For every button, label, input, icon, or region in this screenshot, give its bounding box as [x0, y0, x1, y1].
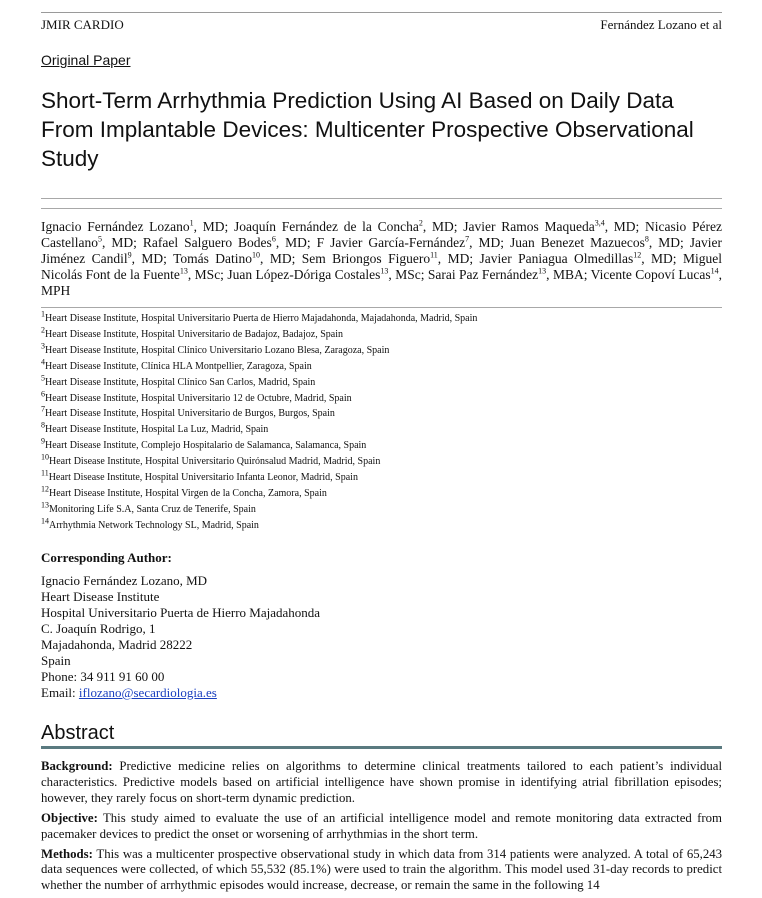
author-degree: , MSc;: [388, 267, 428, 282]
corr-line: Phone: 34 911 91 60 00: [41, 669, 165, 684]
corr-line: Heart Disease Institute: [41, 589, 160, 604]
corresponding-author-block: [41, 573, 320, 701]
section-label: Background:: [41, 759, 113, 773]
author: [317, 235, 510, 250]
email-label: Email:: [41, 685, 79, 700]
author-degree: , MD;: [422, 219, 464, 234]
author-degree: , MSc;: [187, 267, 228, 282]
author-name: Javier Paniagua Olmedillas: [479, 251, 634, 266]
author-affiliation-number: 8: [644, 234, 649, 244]
author-affiliation-number: 10: [252, 250, 261, 260]
author-affiliation-number: 11: [430, 250, 438, 260]
author-affiliation-number: 2: [418, 218, 423, 228]
author-affiliation-number: 14: [710, 266, 719, 276]
affiliation-number: 9: [41, 436, 45, 446]
author-name: Ignacio Fernández Lozano: [41, 219, 190, 234]
author-degree: , MPH: [41, 267, 723, 298]
authors-divider: [41, 307, 722, 308]
author-degree: , MD;: [102, 235, 143, 250]
author-degree: , MD;: [131, 251, 174, 266]
affiliation-text: Heart Disease Institute, Hospital Clínico San Carlos, Madrid, Spain: [45, 376, 316, 388]
affiliation-list: [41, 311, 722, 534]
affiliation-number: 1: [41, 309, 45, 319]
affiliation-text: Heart Disease Institute, Hospital Universitario 12 de Octubre, Madrid, Spain: [45, 392, 352, 404]
affiliation-item: [41, 470, 722, 486]
title-divider-top: [41, 198, 722, 199]
author-name: Joaquín Fernández de la Concha: [234, 219, 419, 234]
affiliation-text: Monitoring Life S.A, Santa Cruz de Tenerife, Spain: [49, 503, 256, 515]
corr-line: C. Joaquín Rodrigo, 1: [41, 621, 156, 636]
author-degree: , MBA;: [546, 267, 591, 282]
author-name: Juan López-Dóriga Costales: [227, 267, 381, 282]
author-affiliation-number: 13: [538, 266, 547, 276]
affiliation-item: [41, 375, 722, 391]
affiliation-item: [41, 518, 722, 534]
author: [428, 267, 591, 282]
section-text: Predictive medicine relies on algorithms to determine clinical treatments tailored to each patient’s individual characteristics. Predictive models based on artificial intelligence have shown promise in identifying atrial fibrillation episodes; however, they rarely focus on short-term dynamic prediction.: [41, 759, 722, 805]
abstract-objective: [41, 811, 722, 843]
author-name: Sem Briongos Figuero: [301, 251, 431, 266]
author-affiliation-number: 5: [98, 234, 102, 244]
author-degree: , MD;: [193, 219, 235, 234]
section-text: This was a multicenter prospective observational study in which data from 314 patients were analyzed. A total of 65,243 data sequences were collected, of which 55,532 (85.1%) were used to train the algorithm. This model used 31-day records to predict whether the number of arrhythmic episodes would increase, decrease, or remain the same in the following 14: [41, 846, 723, 893]
affiliation-text: Heart Disease Institute, Hospital Universitario Quirónsalud Madrid, Madrid, Spain: [49, 456, 381, 468]
author: [227, 267, 428, 282]
abstract-background: [41, 759, 722, 807]
title-divider-bottom: [41, 208, 722, 209]
section-label: Methods:: [41, 846, 93, 861]
corresponding-author-heading: Corresponding Author:: [41, 550, 172, 565]
affiliation-item: [41, 438, 722, 454]
author-name: F Javier García-Fernández: [316, 235, 466, 250]
affiliation-number: 4: [41, 357, 45, 367]
author: [302, 251, 480, 266]
affiliation-item: [41, 486, 722, 502]
affiliation-text: Heart Disease Institute, Hospital Universitario Infanta Leonor, Madrid, Spain: [48, 472, 358, 484]
affiliation-number: 7: [41, 405, 45, 415]
author-name: Miguel Nicolás Font de la Fuente: [41, 251, 722, 282]
affiliation-number: 14: [41, 516, 49, 526]
author: [463, 219, 645, 234]
corr-line: Spain: [41, 653, 71, 668]
section-label: Objective:: [41, 810, 98, 825]
section-text: This study aimed to evaluate the use of an artificial intelligence model and remote monitoring data extracted from pacemaker devices to predict the onset or worsening of arrhythmias in the short term.: [41, 810, 723, 841]
affiliation-item: [41, 454, 722, 470]
affiliation-number: 3: [41, 341, 45, 351]
affiliation-item: [41, 406, 722, 422]
paper-title: Short-Term Arrhythmia Prediction Using AI Based on Daily Data From Implantable Devices: Multicenter Prospective Observational Study: [41, 88, 694, 171]
affiliation-item: [41, 327, 722, 343]
author: [173, 251, 302, 266]
corr-email-line: [41, 685, 320, 701]
author-name: Nicasio Pérez Castellano: [41, 219, 722, 250]
affiliation-number: 5: [41, 373, 45, 383]
affiliation-item: [41, 502, 722, 518]
author-degree: , MD;: [604, 219, 646, 234]
affiliation-number: 6: [41, 389, 45, 399]
author-affiliation-number: 13: [380, 266, 389, 276]
affiliation-item: [41, 359, 722, 375]
author-degree: , MD;: [641, 251, 683, 266]
author-affiliation-number: 13: [179, 266, 188, 276]
author-list: [41, 219, 722, 299]
abstract-methods: [41, 847, 722, 895]
paper-type: Original Paper: [41, 52, 131, 68]
corr-line: Ignacio Fernández Lozano, MD: [41, 573, 208, 588]
author-name: Sarai Paz Fernández: [427, 267, 539, 282]
abstract-heading: Abstract: [41, 722, 115, 744]
author: [479, 251, 682, 266]
author-affiliation-number: 7: [465, 234, 470, 244]
author-affiliation-number: 12: [633, 250, 642, 260]
affiliation-text: Heart Disease Institute, Hospital Universitario Puerta de Hierro Majadahonda, Majadahonda, Madrid, Spain: [45, 313, 478, 324]
running-author: Fernández Lozano et al: [600, 17, 722, 32]
affiliation-text: Heart Disease Institute, Hospital Universitario de Badajoz, Badajoz, Spain: [45, 328, 343, 340]
affiliation-item: [41, 343, 722, 359]
affiliation-number: 8: [41, 421, 45, 431]
journal-name: JMIR CARDIO: [41, 17, 124, 32]
author: [510, 235, 690, 250]
corr-line: Hospital Universitario Puerta de Hierro Majadahonda: [41, 605, 321, 620]
author-name: Juan Benezet Mazuecos: [509, 235, 645, 250]
author-name: Javier Ramos Maqueda: [463, 219, 595, 234]
author-affiliation-number: 9: [127, 250, 132, 260]
affiliation-item: [41, 391, 722, 407]
author-degree: , MD;: [437, 251, 480, 266]
affiliation-number: 13: [41, 500, 49, 510]
abstract-rule: [41, 746, 722, 749]
affiliation-text: Heart Disease Institute, Hospital La Luz, Madrid, Spain: [45, 424, 269, 436]
email-link[interactable]: iflozano@secardiologia.es: [78, 685, 217, 700]
author-name: Vicente Copoví Lucas: [590, 267, 711, 282]
affiliation-item: [41, 422, 722, 438]
author-affiliation-number: 6: [271, 234, 276, 244]
abstract-body: [41, 759, 722, 898]
affiliation-number: 12: [41, 484, 49, 494]
author-degree: , MD;: [648, 235, 690, 250]
author-affiliation-number: 3,4: [594, 218, 605, 228]
author-affiliation-number: 1: [189, 218, 194, 228]
affiliation-text: Arrhythmia Network Technology SL, Madrid, Spain: [49, 519, 259, 531]
affiliation-text: Heart Disease Institute, Hospital Clínico Universitario Lozano Blesa, Zaragoza, Spain: [45, 344, 390, 356]
affiliation-number: 11: [41, 468, 49, 478]
affiliation-number: 10: [41, 452, 49, 462]
author-name: Tomás Datino: [173, 251, 253, 266]
author-degree: , MD;: [275, 235, 317, 250]
author-name: Javier Jiménez Candil: [41, 235, 722, 266]
affiliation-text: Heart Disease Institute, Clínica HLA Montpellier, Zaragoza, Spain: [45, 360, 312, 372]
affiliation-text: Heart Disease Institute, Complejo Hospitalario de Salamanca, Salamanca, Spain: [45, 440, 367, 452]
author: [143, 235, 317, 250]
author-name: Rafael Salguero Bodes: [142, 235, 272, 250]
affiliation-item: [41, 311, 722, 327]
author: [41, 219, 234, 234]
author-degree: , MD;: [260, 251, 302, 266]
affiliation-number: 2: [41, 325, 45, 335]
running-header: [41, 12, 722, 32]
author-degree: , MD;: [469, 235, 510, 250]
affiliation-text: Heart Disease Institute, Hospital Virgen de la Concha, Zamora, Spain: [49, 487, 327, 499]
corr-line: Majadahonda, Madrid 28222: [41, 637, 193, 652]
affiliation-text: Heart Disease Institute, Hospital Universitario de Burgos, Burgos, Spain: [45, 408, 335, 420]
author: [234, 219, 463, 234]
